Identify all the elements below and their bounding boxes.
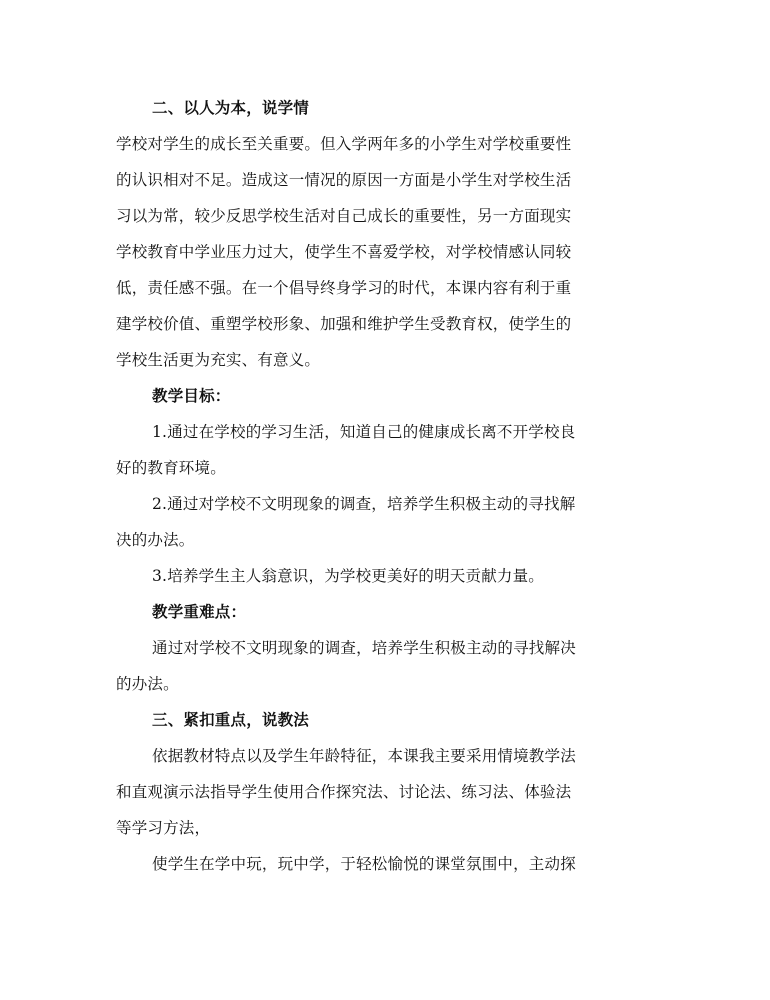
paragraph-line: 学校教育中学业压力过大，使学生不喜爱学校，对学校情感认同较 <box>116 243 572 261</box>
paragraph-line: 等学习方法， <box>116 819 211 837</box>
paragraph-line: 和直观演示法指导学生使用合作探究法、讨论法、练习法、体验法 <box>116 783 572 801</box>
section-heading: 二、以人为本，说学情 <box>152 98 310 117</box>
paragraph-line: 建学校价值、重塑学校形象、加强和维护学生受教育权，使学生的 <box>116 315 572 333</box>
paragraph-line: 的认识相对不足。造成这一情况的原因一方面是小学生对学校生活 <box>116 171 572 189</box>
paragraph-line: 使学生在学中玩，玩中学，于轻松愉悦的课堂氛围中，主动探 <box>152 855 576 873</box>
paragraph-line: 学校对学生的成长至关重要。但入学两年多的小学生对学校重要性 <box>116 135 572 153</box>
paragraph-line: 2.通过对学校不文明现象的调查，培养学生积极主动的寻找解 <box>152 495 576 513</box>
paragraph-line: 的办法。 <box>116 675 179 693</box>
paragraph-line: 1.通过在学校的学习生活，知道自己的健康成长离不开学校良 <box>152 423 576 441</box>
paragraph-line: 习以为常，较少反思学校生活对自己成长的重要性，另一方面现实 <box>116 207 572 225</box>
paragraph-line: 好的教育环境。 <box>116 459 226 477</box>
paragraph-line: 3.培养学生主人翁意识，为学校更美好的明天贡献力量。 <box>152 567 544 585</box>
section-heading: 三、紧扣重点，说教法 <box>152 710 310 729</box>
paragraph-line: 依据教材特点以及学生年龄特征，本课我主要采用情境教学法 <box>152 747 576 765</box>
document-body <box>116 90 650 882</box>
paragraph-line: 学校生活更为充实、有意义。 <box>116 351 321 369</box>
paragraph-line: 低，责任感不强。在一个倡导终身学习的时代，本课内容有利于重 <box>116 279 572 297</box>
paragraph-line: 通过对学校不文明现象的调查，培养学生积极主动的寻找解决 <box>152 639 576 657</box>
section-heading: 教学目标： <box>152 386 231 405</box>
section-heading: 教学重难点： <box>152 602 247 621</box>
paragraph-line: 决的办法。 <box>116 531 195 549</box>
